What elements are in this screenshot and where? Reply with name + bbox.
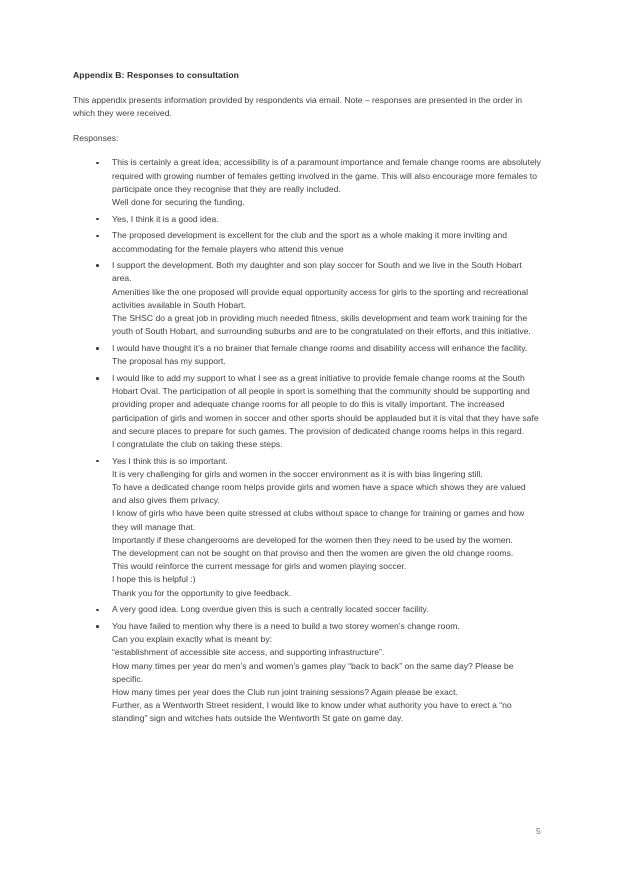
bullet-icon <box>96 609 99 612</box>
response-paragraph: I know of girls who have been quite stressed at clubs without space to change for training or games and how they will manage that. <box>112 508 525 532</box>
bullet-icon <box>96 460 99 463</box>
response-paragraph: This would reinforce the current message for girls and women playing soccer. <box>112 561 407 572</box>
response-item <box>73 455 541 600</box>
response-paragraph: The development can not be sought on that proviso and then the women are given the old change rooms. <box>112 548 514 559</box>
response-paragraph: It is very challenging for girls and women in the soccer environment as it is with bias lingering still. <box>112 468 483 479</box>
response-paragraph: Yes, I think it is a good idea. <box>112 213 219 224</box>
document-body <box>73 70 541 729</box>
response-item <box>73 229 541 255</box>
response-item <box>73 213 541 226</box>
bullet-icon <box>96 162 99 165</box>
response-paragraph: To have a dedicated change room helps provide girls and women have a space which shows they are valued and also gives them privacy. <box>112 482 526 506</box>
response-paragraph: This is certainly a great idea; accessibility is of a paramount importance and female change rooms are absolutely required with growing number of females getting involved in the game. This will also encourage more females to participate once they recognise that they are really included. <box>112 157 541 194</box>
response-paragraph: Amenities like the one proposed will provide equal opportunity access for girls to the sporting and recreational activities available in South Hobart. <box>112 286 529 310</box>
response-paragraph: Further, as a Wentworth Street resident, I would like to know under what authority you have to erect a “no standing” sign and witches hats outside the Wentworth St gate on game day. <box>112 700 512 724</box>
response-item <box>73 156 541 209</box>
response-paragraph: How many times per year do men’s and women’s games play “back to back” on the same day? Please be specific. <box>112 660 514 684</box>
response-paragraph: I would like to add my support to what I see as a great initiative to provide female change rooms at the South Hobart Oval. The participation of all people in sport is something that the community should be supporting and providing proper and adequate change rooms for all people to do this is vitally important. The increased participation of girls and women in soccer and other sports should be applauded but it is vital that they have safe and secure places to prepare for such games. The provision of dedicated change rooms helps in this regard. <box>112 372 539 436</box>
response-item <box>73 620 541 726</box>
response-paragraph: I support the development. Both my daughter and son play soccer for South and we live in the South Hobart area. <box>112 260 522 284</box>
response-paragraph: “establishment of accessible site access, and supporting infrastructure”. <box>112 647 385 658</box>
response-item <box>73 603 541 616</box>
response-paragraph: The SHSC do a great job in providing much needed fitness, skills development and team work training for the youth of South Hobart, and surrounding suburbs and are to be congratulated on their efforts, and this initiative. <box>112 313 531 337</box>
intro-paragraph: This appendix presents information provided by respondents via email. Note – responses are presented in the order in which they were received. <box>73 94 523 118</box>
response-paragraph: Can you explain exactly what is meant by: <box>112 634 273 645</box>
response-paragraph: The proposed development is excellent for the club and the sport as a whole making it more inviting and accommodating for the female players who attend this venue <box>112 230 508 254</box>
response-paragraph: How many times per year does the Club run joint training sessions? Again please be exact. <box>112 687 458 698</box>
response-paragraph: A very good idea. Long overdue given this is such a centrally located soccer facility. <box>112 604 429 615</box>
bullet-icon <box>96 347 99 350</box>
bullet-icon <box>96 625 99 628</box>
page-number: 5 <box>536 826 541 836</box>
bullet-icon <box>96 235 99 238</box>
bullet-icon <box>96 218 99 221</box>
response-paragraph: You have failed to mention why there is a need to build a two storey women’s change room. <box>112 621 460 632</box>
response-paragraph: I hope this is helpful :) <box>112 574 196 585</box>
response-paragraph: Yes I think this is so important. <box>112 455 228 466</box>
bullet-icon <box>96 264 99 267</box>
response-paragraph: I congratulate the club on taking these steps. <box>112 438 283 449</box>
responses-list <box>73 156 541 725</box>
response-item <box>73 342 541 368</box>
response-paragraph: Thank you for the opportunity to give feedback. <box>112 587 292 598</box>
response-item <box>73 372 541 451</box>
response-paragraph: I would have thought it’s a no brainer that female change rooms and disability access will enhance the facility. The proposal has my support. <box>112 342 528 367</box>
response-item <box>73 259 541 338</box>
page-title: Appendix B: Responses to consultation <box>73 70 239 80</box>
response-paragraph: Well done for securing the funding. <box>112 196 245 207</box>
response-paragraph: Importantly if these changerooms are developed for the women then they need to be used by the women. <box>112 534 513 545</box>
responses-label: Responses: <box>73 133 119 144</box>
bullet-icon <box>96 377 99 380</box>
